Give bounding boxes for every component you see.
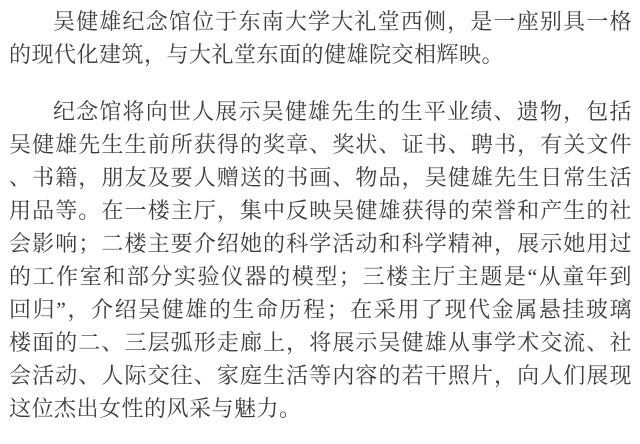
text-line: 会活动、人际交往、家庭生活等内容的若干照片，向人们展现 — [9, 363, 632, 388]
text-line: 回归”，介绍吴健雄的生命历程；在采用了现代金属悬挂玻璃 — [9, 297, 632, 322]
text-line: 、书籍，朋友及要人赠送的书画、物品，吴健雄先生日常生活 — [9, 165, 632, 190]
text-line: 吴健雄纪念馆位于东南大学大礼堂西侧，是一座别具一格 — [53, 9, 632, 34]
paragraph-exhibits — [9, 95, 632, 425]
text-line: 吴健雄先生生前所获得的奖章、奖状、证书、聘书，有关文件 — [9, 132, 632, 157]
text-line: 这位杰出女性的风采与魅力。 — [9, 396, 302, 421]
text-line: 的现代化建筑，与大礼堂东面的健雄院交相辉映。 — [9, 42, 505, 67]
paragraph-intro — [9, 5, 632, 71]
text-line: 纪念馆将向世人展示吴健雄先生的生平业绩、遗物，包括 — [53, 99, 632, 124]
text-line: 楼面的二、三层弧形走廊上，将展示吴健雄从事学术交流、社 — [9, 330, 632, 355]
text-line: 会影响；二楼主要介绍她的科学活动和科学精神，展示她用过 — [9, 231, 632, 256]
text-line: 用品等。在一楼主厅，集中反映吴健雄获得的荣誉和产生的社 — [9, 198, 632, 223]
text-line: 的工作室和部分实验仪器的模型；三楼主厅主题是“从童年到 — [9, 264, 632, 289]
